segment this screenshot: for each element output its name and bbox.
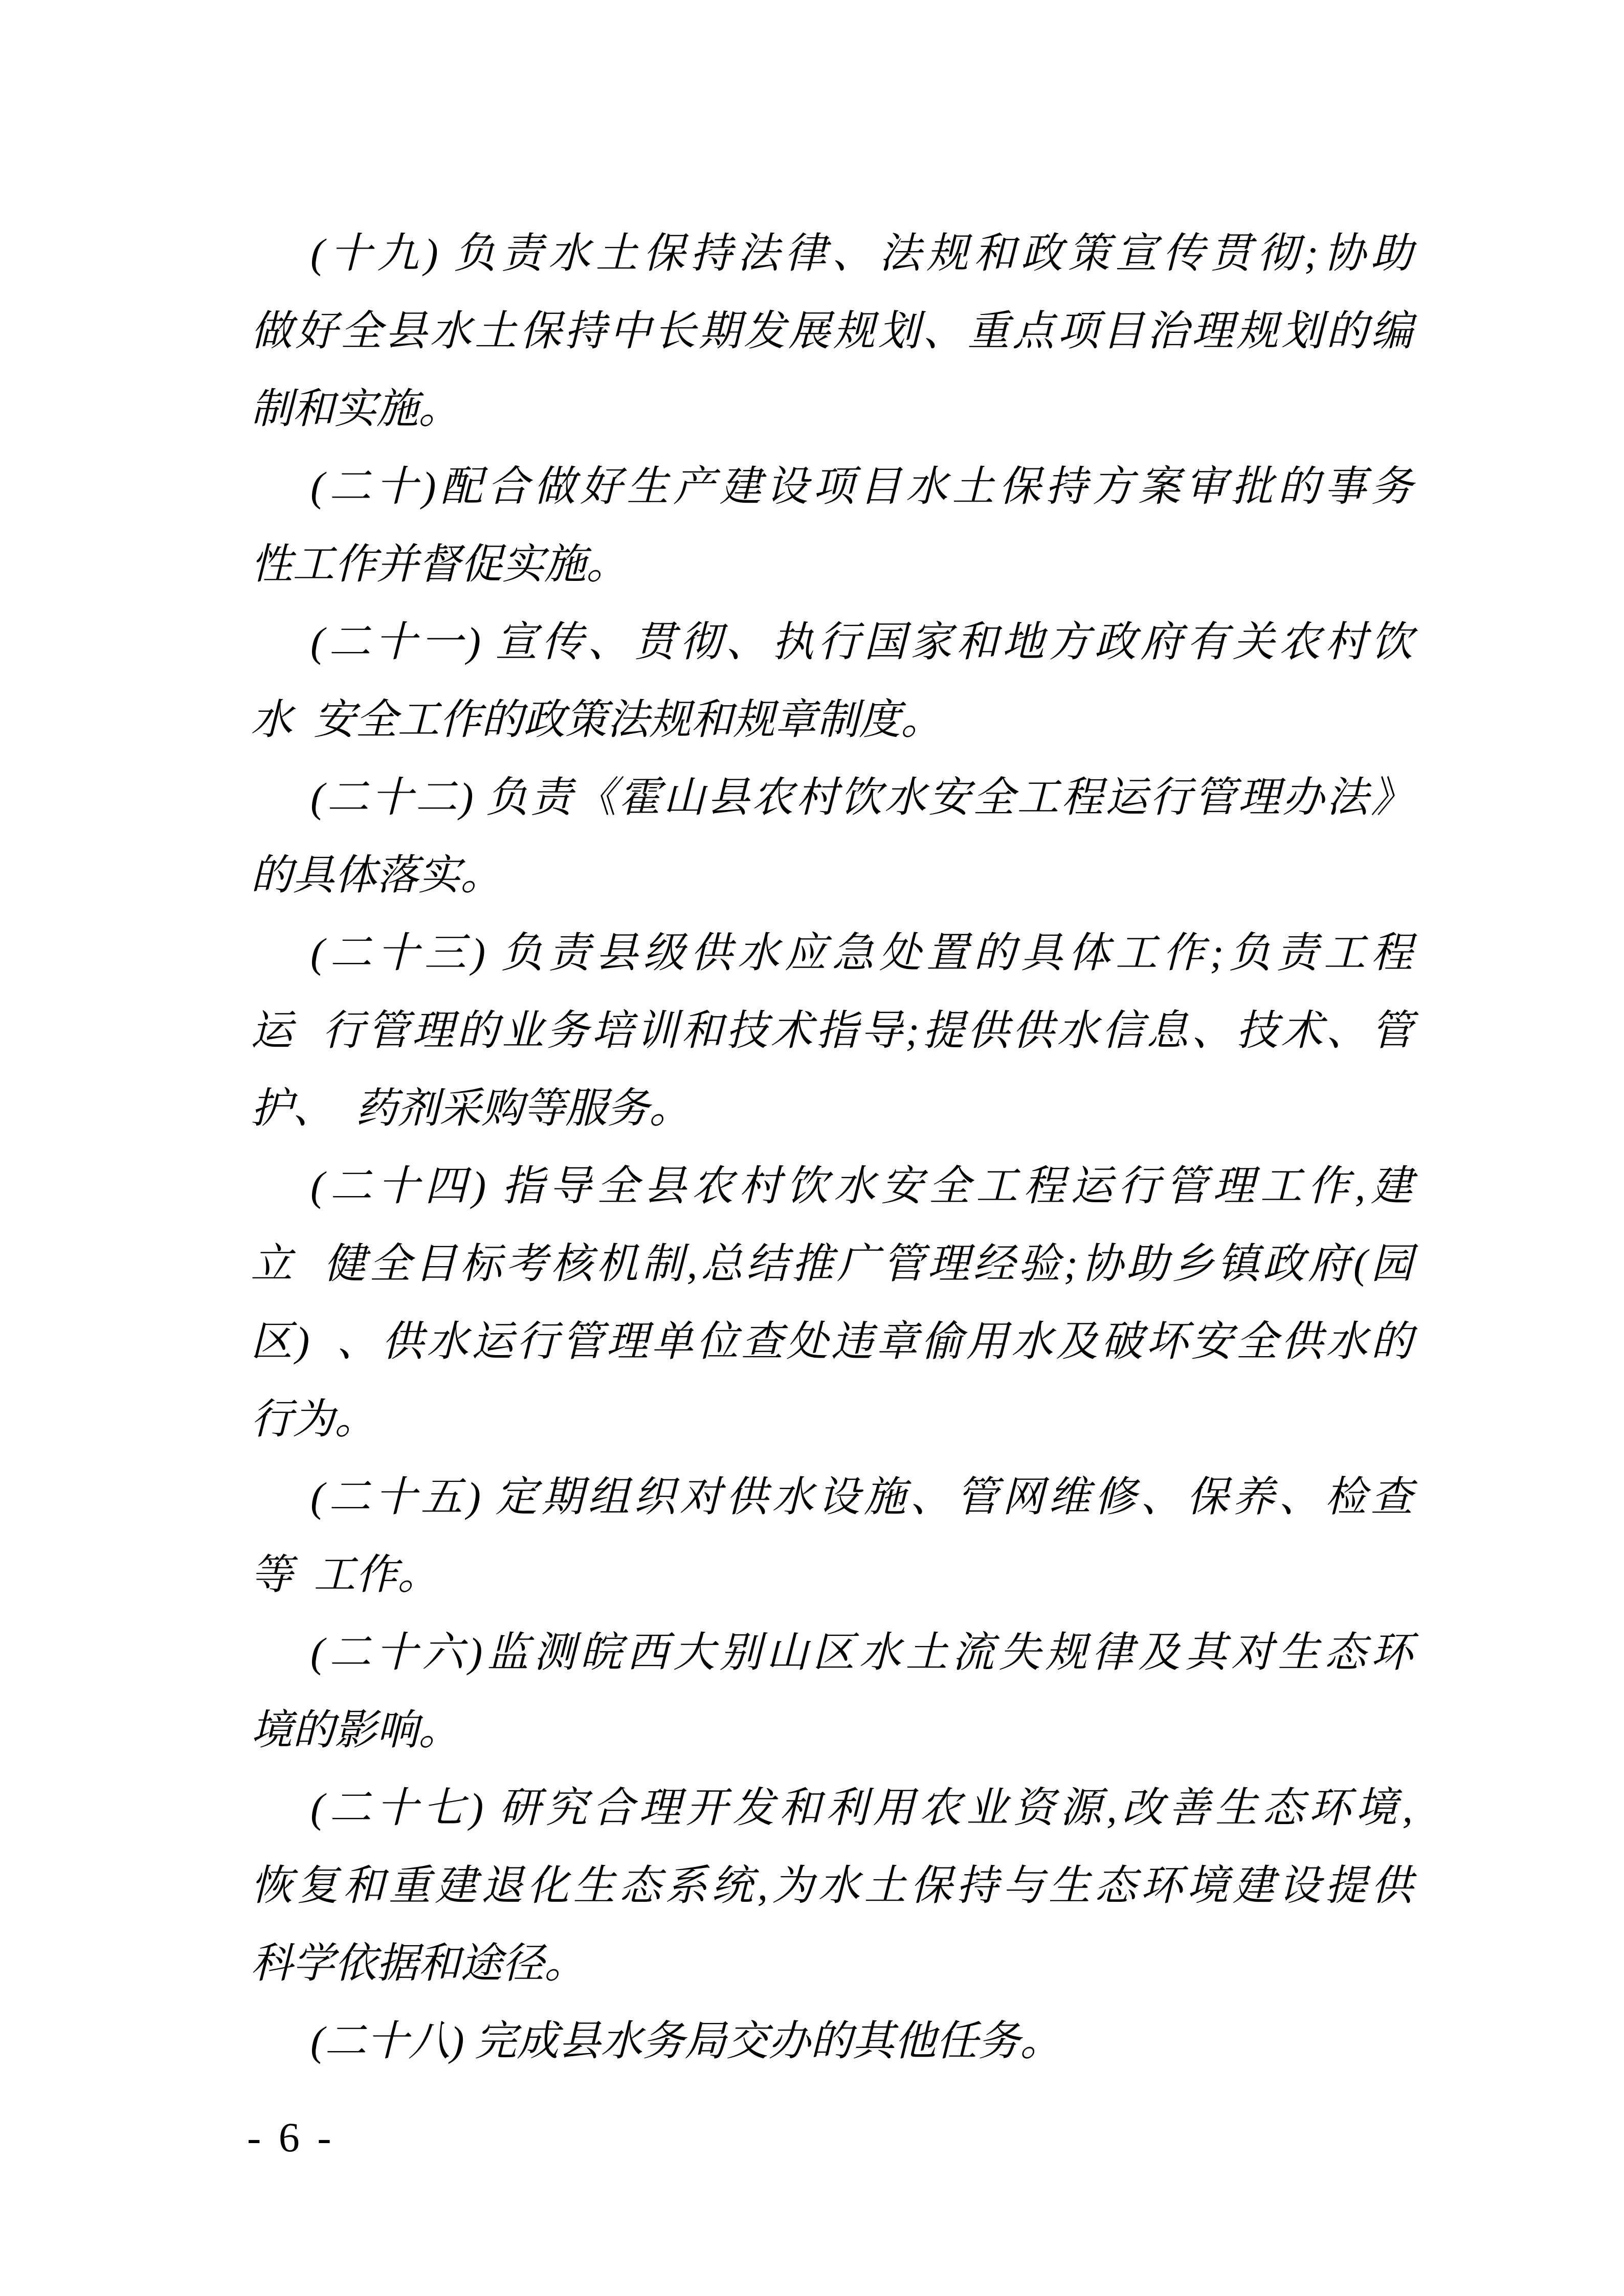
text-line: (二十四) 指导全县农村饮水安全工程运行管理工作,建 [310,1163,1413,1209]
text-line: 科学依据和途径。 [251,1940,586,1987]
page-number: - 6 - [247,2114,331,2160]
paragraph [251,1147,1413,1458]
text-line: 运 行管理的业务培训和技术指导;提供供水信息、技术、管 [251,1007,1413,1054]
paragraph [251,603,1413,759]
text-line: 区) 、供水运行管理单位查处违章偷用水及破坏安全供水的 [251,1318,1413,1365]
text-line: 立 健全目标考核机制,总结推广管理经验;协助乡镇政府(园 [251,1241,1413,1287]
text-line: 水 安全工作的政策法规和规章制度。 [251,696,943,743]
text-line: (二十)配合做好生产建设项目水土保持方案审批的事务 [310,463,1413,510]
document-body [251,215,1413,2080]
paragraph [251,914,1413,1147]
text-line: (二十三) 负责县级供水应急处置的具体工作;负责工程 [310,930,1413,976]
paragraph [251,215,1413,448]
text-line: 行为。 [251,1396,376,1443]
text-line: (二十八) 完成县水务局交办的其他任务。 [310,2018,1062,2064]
text-line: 制和实施。 [251,386,460,432]
text-line: (二十二) 负责《霍山县农村饮水安全工程运行管理办法》 [310,774,1413,821]
paragraph [251,759,1413,914]
text-line: 等 工作。 [251,1551,439,1598]
text-line: 境的影响。 [251,1707,460,1753]
text-line: (二十一) 宣传、贯彻、执行国家和地方政府有关农村饮 [310,619,1413,665]
text-line: 做好全县水土保持中长期发展规划、重点项目治理规划的编 [251,308,1413,354]
paragraph [251,448,1413,603]
paragraph [251,1458,1413,1614]
text-line: (二十六)监测皖西大别山区水土流失规律及其对生态环 [310,1629,1413,1676]
paragraph [251,1614,1413,1769]
text-line: 护、 药剂采购等服务。 [251,1085,691,1132]
paragraph [251,2002,1413,2080]
text-line: 恢复和重建退化生态系统,为水土保持与生态环境建设提供 [251,1862,1413,1909]
text-line: (二十五) 定期组织对供水设施、管网维修、保养、检查 [310,1474,1413,1520]
text-line: (十九) 负责水土保持法律、法规和政策宣传贯彻;协助 [310,230,1413,277]
text-line: 的具体落实。 [251,852,502,898]
text-line: 性工作并督促实施。 [251,541,628,588]
text-line: (二十七) 研究合理开发和利用农业资源,改善生态环境, [310,1785,1413,1831]
paragraph [251,1769,1413,2002]
